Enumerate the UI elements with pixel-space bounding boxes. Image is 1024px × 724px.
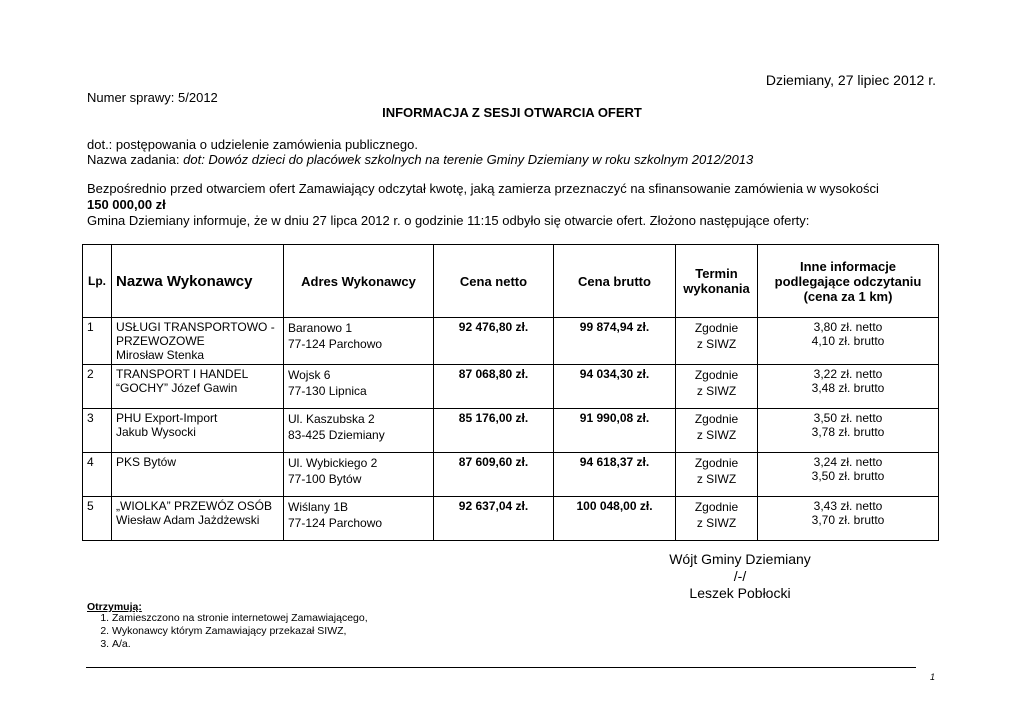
completion-term-line: z SIWZ <box>696 428 737 442</box>
contractor-address-cell <box>284 365 434 409</box>
table-header-row <box>83 245 939 318</box>
table-row <box>83 365 939 409</box>
completion-term-cell <box>676 365 758 409</box>
completion-term-line: Zgodnie <box>694 456 739 470</box>
price-per-km-cell <box>758 365 939 409</box>
price-per-km-line: 3,80 zł. netto <box>813 320 883 334</box>
contractor-address-cell <box>284 453 434 497</box>
document-date: Dziemiany, 27 lipiec 2012 r. <box>765 72 936 88</box>
row-lp-cell: 2 <box>83 365 112 409</box>
price-per-km-line: 3,24 zł. netto <box>813 455 883 469</box>
contractor-name-line: USŁUGI TRANSPORTOWO - <box>116 320 275 334</box>
completion-term-line: z SIWZ <box>696 384 737 398</box>
signature-role: Wójt Gminy Dziemiany <box>669 551 811 567</box>
price-per-km-line: 4,10 zł. brutto <box>811 334 885 348</box>
contractor-address-line: 83-425 Dziemiany <box>288 428 385 442</box>
recipients-label: Otrzymują: <box>87 601 142 613</box>
header-net: Cena netto <box>434 245 554 318</box>
contractor-name-cell <box>112 318 284 365</box>
contractor-name-line: PKS Bytów <box>116 455 177 469</box>
budget-paragraph <box>87 181 937 229</box>
contractor-name-line: Wiesław Adam Jażdżewski <box>116 513 260 527</box>
table-row <box>83 497 939 541</box>
gross-price-cell: 94 034,30 zł. <box>554 365 676 409</box>
signature-name: Leszek Pobłocki <box>689 585 791 601</box>
task-name: dot: Dowóz dzieci do placówek szkolnych na terenie Gminy Dziemiany w roku szkolnym 2012/2013 <box>183 152 754 167</box>
price-per-km-line: 3,70 zł. brutto <box>811 513 885 527</box>
price-per-km-line: 3,43 zł. netto <box>813 499 883 513</box>
price-per-km-cell <box>758 453 939 497</box>
completion-term-line: z SIWZ <box>696 516 737 530</box>
contractor-address-line: 77-130 Lipnica <box>288 384 367 398</box>
net-price-cell: 87 068,80 zł. <box>434 365 554 409</box>
list-item: 1. Zamieszczono na stronie internetowej Zamawiającego, <box>112 612 368 625</box>
row-lp-cell: 5 <box>83 497 112 541</box>
gross-price-cell: 100 048,00 zł. <box>554 497 676 541</box>
completion-term-cell <box>676 453 758 497</box>
completion-term-cell <box>676 497 758 541</box>
price-per-km-line: 3,50 zł. netto <box>813 411 883 425</box>
contractor-address-line: Ul. Wybickiego 2 <box>288 456 378 470</box>
header-name: Nazwa Wykonawcy <box>112 245 284 318</box>
contractor-address-line: 77-124 Parchowo <box>288 337 383 351</box>
header-address: Adres Wykonawcy <box>284 245 434 318</box>
contractor-name-line: Jakub Wysocki <box>116 425 196 439</box>
signature-mark: /-/ <box>733 568 747 584</box>
contractor-name-cell <box>112 409 284 453</box>
header-term: Termin wykonania <box>676 245 758 318</box>
table-row <box>83 409 939 453</box>
task-label: Nazwa zadania: <box>87 152 180 167</box>
price-per-km-cell <box>758 318 939 365</box>
price-per-km-cell <box>758 497 939 541</box>
completion-term-line: Zgodnie <box>694 412 739 426</box>
contractor-name-line: TRANSPORT I HANDEL <box>116 367 249 381</box>
price-per-km-line: 3,48 zł. brutto <box>811 381 885 395</box>
header-lp: Lp. <box>83 245 112 318</box>
contractor-name-line: „WIOLKA” PRZEWÓZ OSÓB <box>116 499 273 513</box>
completion-term-line: Zgodnie <box>694 500 739 514</box>
list-item: 2. Wykonawcy którym Zamawiający przekazał SIWZ, <box>112 625 368 638</box>
contractor-address-line: 77-124 Parchowo <box>288 516 383 530</box>
table-row <box>83 318 939 365</box>
gross-price-cell: 91 990,08 zł. <box>554 409 676 453</box>
completion-term-line: Zgodnie <box>694 368 739 382</box>
contractor-address-line: Wojsk 6 <box>288 368 331 382</box>
completion-term-line: Zgodnie <box>694 321 739 335</box>
net-price-cell: 87 609,60 zł. <box>434 453 554 497</box>
contractor-address-cell <box>284 409 434 453</box>
regarding-line: dot.: postępowania o udzielenie zamówienia publicznego. <box>87 137 418 152</box>
net-price-cell: 92 637,04 zł. <box>434 497 554 541</box>
budget-amount: 150 000,00 zł <box>87 197 166 212</box>
recipients-list <box>87 612 368 651</box>
contractor-name-line: PRZEWOZOWE <box>116 334 205 348</box>
header-info: Inne informacje podlegające odczytaniu (cena za 1 km) <box>758 245 939 318</box>
contractor-address-cell <box>284 318 434 365</box>
price-per-km-line: 3,50 zł. brutto <box>811 469 885 483</box>
contractor-address-line: Wiślany 1B <box>288 500 349 514</box>
task-line <box>87 152 753 167</box>
contractor-name-line: “GOCHY” Józef Gawin <box>116 381 238 395</box>
price-per-km-line: 3,78 zł. brutto <box>811 425 885 439</box>
contractor-address-line: Baranowo 1 <box>288 321 353 335</box>
net-price-cell: 92 476,80 zł. <box>434 318 554 365</box>
document-title: INFORMACJA Z SESJI OTWARCIA OFERT <box>382 105 642 120</box>
budget-text: Bezpośrednio przed otwarciem ofert Zamawiający odczytał kwotę, jaką zamierza przeznaczyć na sfinansowanie zamówienia w wysokości <box>87 181 879 196</box>
contractor-name-line: Mirosław Stenka <box>116 348 205 362</box>
completion-term-cell <box>676 318 758 365</box>
table-row <box>83 453 939 497</box>
opening-text: Gmina Dziemiany informuje, że w dniu 27 lipca 2012 r. o godzinie 11:15 odbyło się otwarcie ofert. Złożono następujące oferty: <box>87 213 810 228</box>
price-per-km-cell <box>758 409 939 453</box>
list-item: 3. A/a. <box>112 638 368 651</box>
completion-term-line: z SIWZ <box>696 337 737 351</box>
contractor-name-cell <box>112 365 284 409</box>
contractor-address-cell <box>284 497 434 541</box>
contractor-name-cell <box>112 497 284 541</box>
contractor-name-cell <box>112 453 284 497</box>
contractor-address-line: Ul. Kaszubska 2 <box>288 412 375 426</box>
net-price-cell: 85 176,00 zł. <box>434 409 554 453</box>
page-number: 1 <box>930 672 936 682</box>
price-per-km-line: 3,22 zł. netto <box>813 367 883 381</box>
header-gross: Cena brutto <box>554 245 676 318</box>
completion-term-cell <box>676 409 758 453</box>
contractor-address-line: 77-100 Bytów <box>288 472 362 486</box>
completion-term-line: z SIWZ <box>696 472 737 486</box>
row-lp-cell: 3 <box>83 409 112 453</box>
row-lp-cell: 1 <box>83 318 112 365</box>
row-lp-cell: 4 <box>83 453 112 497</box>
footer-divider <box>86 667 916 668</box>
case-number: Numer sprawy: 5/2012 <box>87 90 218 105</box>
gross-price-cell: 94 618,37 zł. <box>554 453 676 497</box>
gross-price-cell: 99 874,94 zł. <box>554 318 676 365</box>
contractor-name-line: PHU Export-Import <box>116 411 218 425</box>
offers-table <box>82 244 939 541</box>
